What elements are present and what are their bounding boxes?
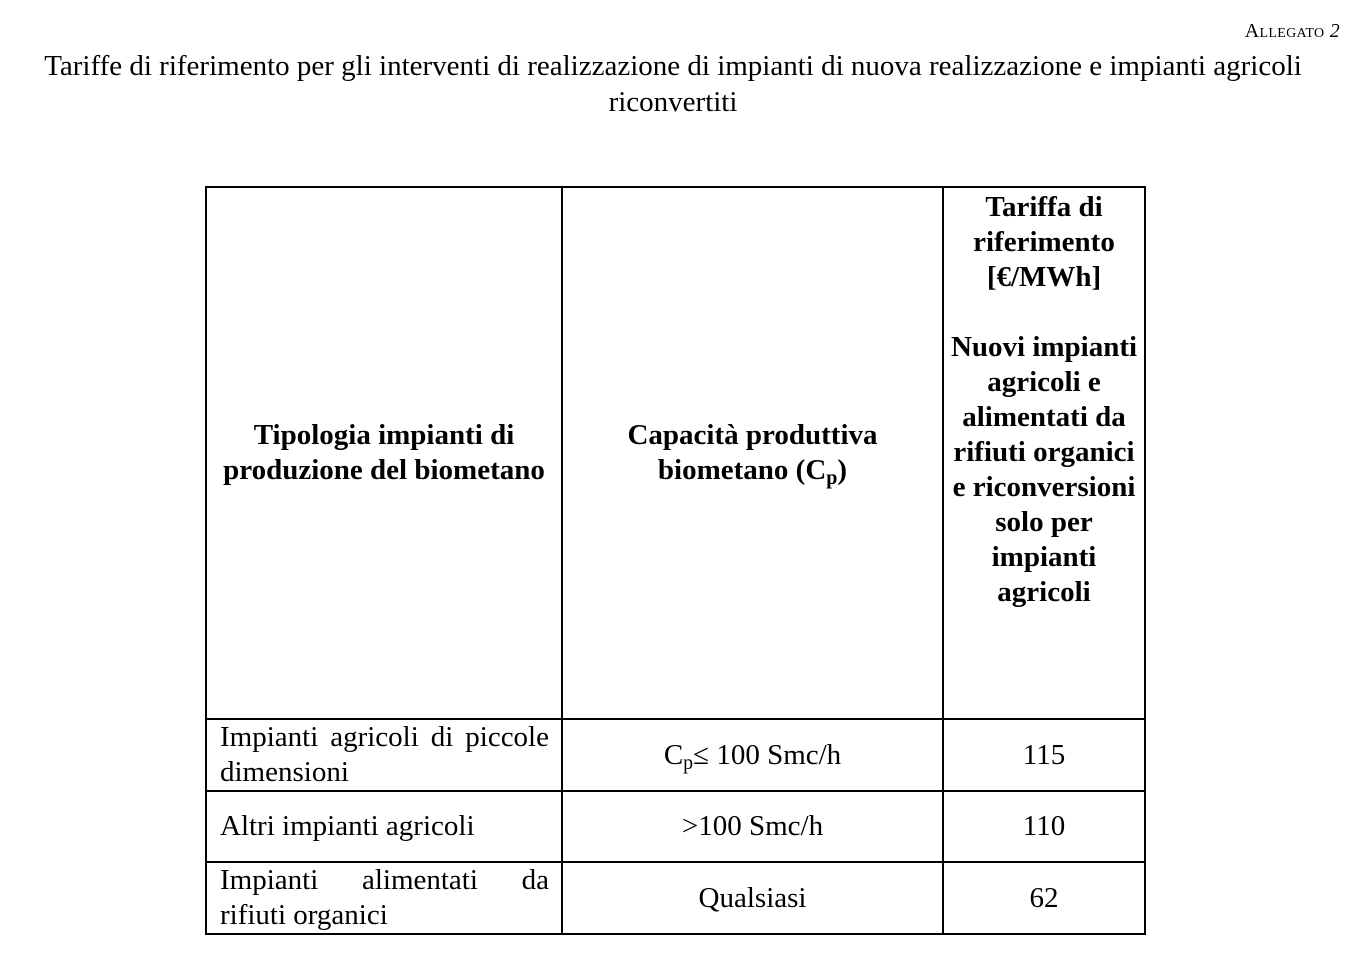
cell-tipologia: Altri impianti agricoli [206, 791, 562, 862]
annex-number: 2 [1329, 20, 1340, 42]
cell-capacita: >100 Smc/h [562, 791, 943, 862]
annex-label-text: Allegato [1244, 20, 1325, 42]
tariff-table [205, 186, 1146, 935]
cell-tariffa: 62 [943, 862, 1145, 934]
cell-capacita: Qualsiasi [562, 862, 943, 934]
cell-tipologia: Impianti agricoli di piccole dimensioni [206, 719, 562, 791]
cell-capacita-subscript: p [683, 751, 694, 774]
annex-label [1245, 20, 1340, 43]
header-capacita-suffix: ) [837, 454, 848, 486]
cell-tariffa: 115 [943, 719, 1145, 791]
cell-capacita [562, 719, 943, 791]
cell-capacita-suffix: ≤ 100 Smc/h [693, 738, 842, 771]
header-tariffa [943, 187, 1145, 719]
header-capacita [562, 187, 943, 719]
table-row [206, 719, 1145, 791]
header-capacita-text: Capacità produttiva biometano (C [627, 419, 878, 486]
document-title: Tariffe di riferimento per gli interventi di realizzazione di impianti di nuova realizzazione e impianti agricoli riconvertiti [44, 50, 1302, 118]
table-row [206, 862, 1145, 934]
table-header-row [206, 187, 1145, 719]
header-tariffa-title: Tariffa di riferimento [€/MWh] [973, 191, 1115, 293]
cell-capacita-text: C [663, 738, 684, 771]
header-capacita-subscript: p [826, 467, 838, 489]
header-tariffa-subtitle: Nuovi impianti agricoli e alimentati da rifiuti organici e riconversioni solo per impianti agricoli [950, 331, 1138, 608]
header-tipologia: Tipologia impianti di produzione del biometano [206, 187, 562, 719]
cell-tariffa: 110 [943, 791, 1145, 862]
table-row [206, 791, 1145, 862]
cell-tipologia: Impianti alimentati da rifiuti organici [206, 862, 562, 934]
